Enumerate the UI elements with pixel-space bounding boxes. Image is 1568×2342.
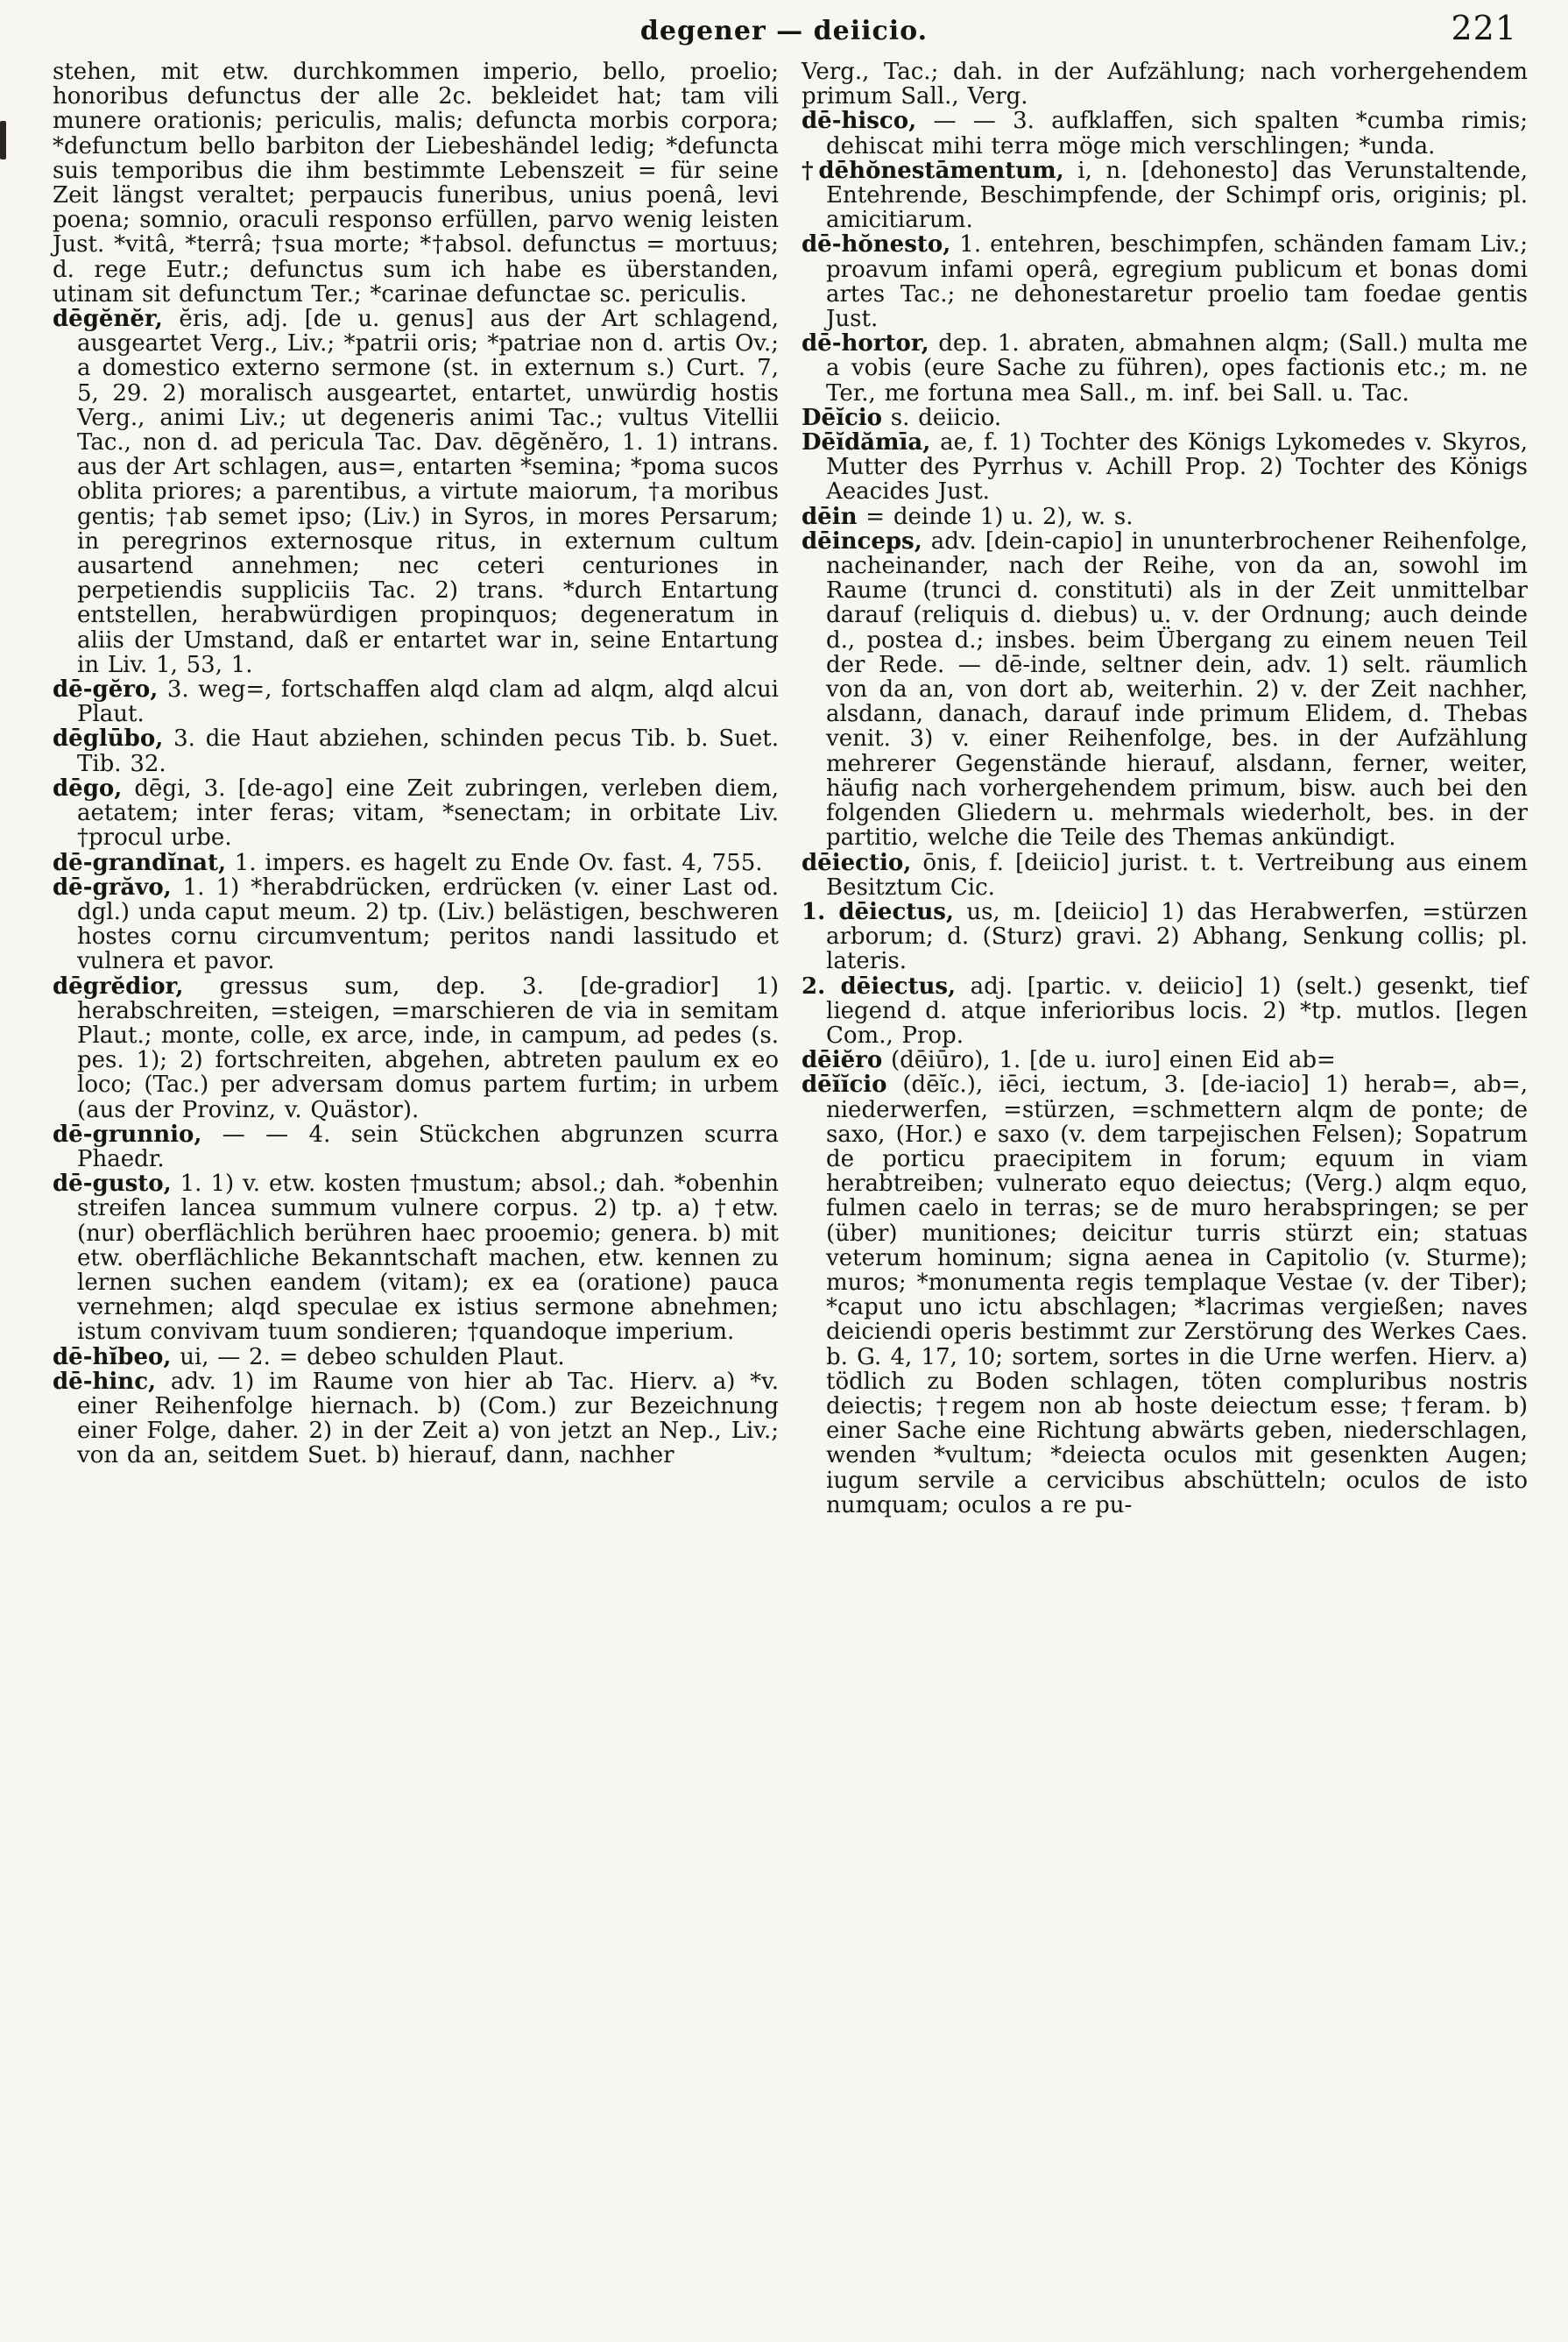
headword: dē-hinc, — [53, 1368, 157, 1395]
dictionary-entry: 2. dēiectus, adj. [partic. v. deiicio] 1) (selt.) gesenkt, tief liegend d. atque inferioribus locis. 2) *tp. mutlos. [legen Com., Prop. — [802, 973, 1528, 1049]
headword: dēglūbo, — [53, 725, 164, 753]
dictionary-entry: dēgrĕdior, gressus sum, dep. 3. [de-gradior] 1) herabschreiten, =steigen, =marschieren de via in semitam Plaut.; monte, colle, ex arce, inde, in campum, ad pedes (s. pes. 1); 2) fortschreiten, abgehen, abtreten paulum ex eo loco; (Tac.) per adversam domus partem furtim; in urbem (aus der Provinz, v. Quästor). — [53, 973, 779, 1123]
headword: dē-gĕro, — [53, 676, 159, 704]
dictionary-entry: Dēĭdămīa, ae, f. 1) Tochter des Königs Lykomedes v. Skyros, Mutter des Pyrrhus v. Achill Prop. 2) Tochter des Königs Aeacides Just. — [802, 429, 1528, 506]
dictionary-entry: dē-hŏnesto, 1. entehren, beschimpfen, schänden famam Liv.; proavum infami operâ, egregium publicum et bonas domi artes Tac.; ne dehonestaretur proelio tam foedae gentis Just. — [802, 231, 1528, 333]
page-title: degener — deiicio. — [639, 16, 929, 46]
headword: dēiĕro — [802, 1047, 883, 1074]
running-head — [0, 0, 1568, 54]
page-number: 221 — [1451, 9, 1517, 47]
headword: dēgrĕdior, — [53, 973, 184, 1000]
headword: dēiectio, — [802, 849, 912, 876]
dictionary-entry: dē-gusto, 1. 1) v. etw. kosten †mustum; absol.; dah. *obenhin streifen lancea summum vulnere corpus. 2) tp. a) †etw. (nur) oberflächlich berühren haec prooemio; genera. b) mit etw. oberflächliche Bekanntschaft machen, etw. kennen zu lernen suchen eandem (vitam); ex ea (oratione) pauca vernehmen; alqd speculae ex istius sermone abnehmen; istum convivam tuum sondieren; †quandoque imperium. — [53, 1171, 780, 1346]
dictionary-entry: dēĭĭcio (dēĭc.), iēci, iectum, 3. [de-iacio] 1) herab=, ab=, niederwerfen, =stürzen, =schmettern alqm de ponte; de saxo, (Hor.) e saxo (v. dem tarpejischen Felsen); Sopatrum de porticu praecipitem in forum; equum in viam herabtreiben; vulnerato equo deiectus; (Verg.) alqm equo, fulmen caelo in terras; se de muro herabspringen; se per (über) munitiones; deicitur turris stürzt ein; statuas veterum hominum; signa aenea in Capitolio (v. Sturme); muros; *monumenta regis templaque Vestae (v. der Tiber); *caput uno ictu abschlagen; *lacrimas vergießen; naves deiciendi operis bestimmt zur Zerstörung des Werkes Caes. b. G. 4, 17, 10; sortem, sortes in die Urne werfen. Hierv. a) tödlich zu Boden schlagen, töten compluribus nostris deiectis; †regem non ab hoste deiectum esse; †feram. b) einer Sache eine Richtung abwärts geben, niederschlagen, wenden *vultum; *deiecta oculos mit gesenkten Augen; iugum servile a cervicibus abschütteln; oculos de isto numquam; oculos a re pu- — [802, 1072, 1529, 1518]
headword: †dēhŏnestāmentum, — [802, 157, 1064, 184]
dictionary-entry: dē-grăvo, 1. 1) *herabdrücken, erdrücken (v. einer Last od. dgl.) unda caput meum. 2) tp. (Liv.) belästigen, beschweren hostes cornu circumventum; peritos nandi lassitudo et vulnera et pavor. — [53, 874, 780, 975]
headword: dē-grăvo, — [53, 874, 172, 901]
continuation-paragraph: stehen, mit etw. durchkommen imperio, bello, proelio; honoribus defunctus der alle 2c. bekleidet hat; tam vili munere orationis; periculis, malis; defuncta morbis corpora; *defunctum bello barbiton der Liebeshändel ledig; *defuncta suis temporibus die ihm bestimmte Lebenszeit = für seine Zeit längst veraltet; perpaucis funeribus, unius poenâ, levi poena; somnio, oraculi responso erfüllen, parvo wenig leisten Just. *vitâ, *terrâ; †sua morte; *†absol. defunctus = mortuus; d. rege Eutr.; defunctus sum ich habe es überstanden, utinam sit defunctum Ter.; *carinae defunctae sc. periculis. — [53, 59, 779, 308]
dictionary-entry: dēinceps, adv. [dein-capio] in ununterbrochener Reihenfolge, nacheinander, nach der Reihe, von da an, sowohl im Raume (trunci d. constituti) als in der Zeit unmittelbar darauf (reliquis d. diebus) u. v. der Ordnung; auch deinde d., postea d.; insbes. beim Übergang zu einem neuen Teil der Rede. — dē-inde, seltner dein, adv. 1) selt. räumlich von da an, von dort ab, weiterhin. 2) v. der Zeit nachher, alsdann, danach, darauf inde primum Elidem, d. Thebas venit. 3) v. einer Reihenfolge, bes. in der Aufzählung mehrerer Gegenstände hierauf, alsdann, ferner, weiter, häufig nach vorhergehendem primum, bisw. auch bei den folgenden Gliedern u. mehrmals wiederholt, bes. in der partitio, welche die Teile des Themas ankündigt. — [802, 527, 1528, 852]
dictionary-entry: Dēĭcio s. deiicio. — [802, 404, 1002, 431]
dictionary-entry: dēgĕnĕr, ĕris, adj. [de u. genus] aus der Art schlagend, ausgeartet Verg., Liv.; *patrii oris; *patriae non d. artis Ov.; a domestico externo sermone (st. in externum s.) Curt. 7, 5, 29. 2) moralisch ausgeartet, entartet, unwürdig hostis Verg., animi Liv.; ut degeneris animi Tac.; vultus Vitellii Tac., non d. ad pericula Tac. Dav. dēgĕnĕro, 1. 1) intrans. aus der Art schlagen, aus=, entarten *semina; *poma sucos oblita priores; a parentibus, a virtute maiorum, †a moribus gentis; †ab semet ipso; (Liv.) in Syros, in mores Persarum; in peregrinos externosque ritus, in externum cultum ausartend annehmen; nec ceteri centuriones in perpetiendis suppliciis Tac. 2) trans. *durch Entartung entstellen, herabwürdigen propinquos; degeneratum in aliis der Umstand, daß er entartet war in, seine Entartung in Liv. 1, 53, 1. — [53, 306, 779, 678]
continuation-paragraph: Verg., Tac.; dah. in der Aufzählung; nach vorhergehendem primum Sall., Verg. — [802, 59, 1528, 110]
headword: 2. dēiectus, — [802, 973, 957, 1000]
dictionary-entry: dē-hisco, — — 3. aufklaffen, sich spalten *cumba rimis; dehiscat mihi terra möge mich verschlingen; *unda. — [802, 108, 1528, 159]
dictionary-entry: dēiĕro (dēiūro), 1. [de u. iuro] einen Eid ab= — [802, 1047, 1336, 1074]
headword: dē-hortor, — [802, 330, 929, 357]
text-columns — [0, 54, 1568, 2311]
dictionary-entry: dē-gĕro, 3. weg=, fortschaffen alqd clam ad alqm, alqd alcui Plaut. — [53, 676, 780, 728]
dictionary-entry: dēgo, dēgi, 3. [de-ago] eine Zeit zubringen, verleben diem, aetatem; inter feras; vitam, *senectam; in orbitate Liv. †procul urbe. — [53, 775, 779, 852]
headword: Dēĭdămīa, — [802, 429, 931, 456]
headword: dēĭĭcio — [802, 1072, 887, 1099]
headword: dē-grunnio, — [53, 1121, 202, 1148]
dictionary-entry: dēiectio, ōnis, f. [deiicio] jurist. t. t. Vertreibung aus einem Besitztum Cic. — [802, 849, 1528, 901]
dictionary-entry: dēin = deinde 1) u. 2), w. s. — [802, 503, 1134, 530]
dictionary-entry: dēglūbo, 3. die Haut abziehen, schinden pecus Tib. b. Suet. Tib. 32. — [53, 725, 780, 777]
dictionary-entry: dē-hortor, dep. 1. abraten, abmahnen alqm; (Sall.) multa me a vobis (eure Sache zu führen), opes factionis etc.; m. ne Ter., me fortuna mea Sall., m. inf. bei Sall. u. Tac. — [802, 330, 1529, 407]
headword: dē-grandĭnat, — [53, 849, 227, 876]
dictionary-entry: †dēhŏnestāmentum, i, n. [dehonesto] das Verunstaltende, Entehrende, Beschimpfende, der Schimpf oris, originis; pl. amicitiarum. — [802, 157, 1528, 234]
headword: dēgo, — [53, 775, 123, 802]
headword: dē-hisco, — [802, 108, 917, 135]
scan-artifact — [0, 121, 6, 159]
dictionary-entry: dē-grunnio, — — 4. sein Stückchen abgrunzen scurra Phaedr. — [53, 1121, 779, 1172]
dictionary-entry: dē-hĭbeo, ui, — 2. = debeo schulden Plaut. — [53, 1343, 565, 1370]
headword: dēinceps, — [802, 527, 922, 555]
headword: dēin — [802, 503, 858, 530]
headword: dēgĕnĕr, — [53, 306, 163, 333]
headword: dē-hĭbeo, — [53, 1343, 172, 1370]
dictionary-entry: dē-hinc, adv. 1) im Raume von hier ab Tac. Hierv. a) *v. einer Reihenfolge hiernach. b) (Com.) zur Bezeichnung einer Folge, daher. 2) in der Zeit a) von jetzt an Nep., Liv.; von da an, seitdem Suet. b) hierauf, dann, nachher — [53, 1368, 780, 1469]
headword: dē-hŏnesto, — [802, 231, 951, 258]
dictionary-entry: dē-grandĭnat, 1. impers. es hagelt zu Ende Ov. fast. 4, 755. — [53, 849, 763, 876]
headword: dē-gusto, — [53, 1171, 172, 1198]
column-right — [802, 60, 1528, 2311]
headword: Dēĭcio — [802, 404, 883, 431]
headword: 1. dēiectus, — [802, 898, 954, 925]
column-left — [53, 60, 779, 2311]
dictionary-entry: 1. dēiectus, us, m. [deiicio] 1) das Herabwerfen, =stürzen arborum; d. (Sturz) gravi. 2) Abhang, Senkung collis; pl. lateris. — [802, 898, 1528, 975]
